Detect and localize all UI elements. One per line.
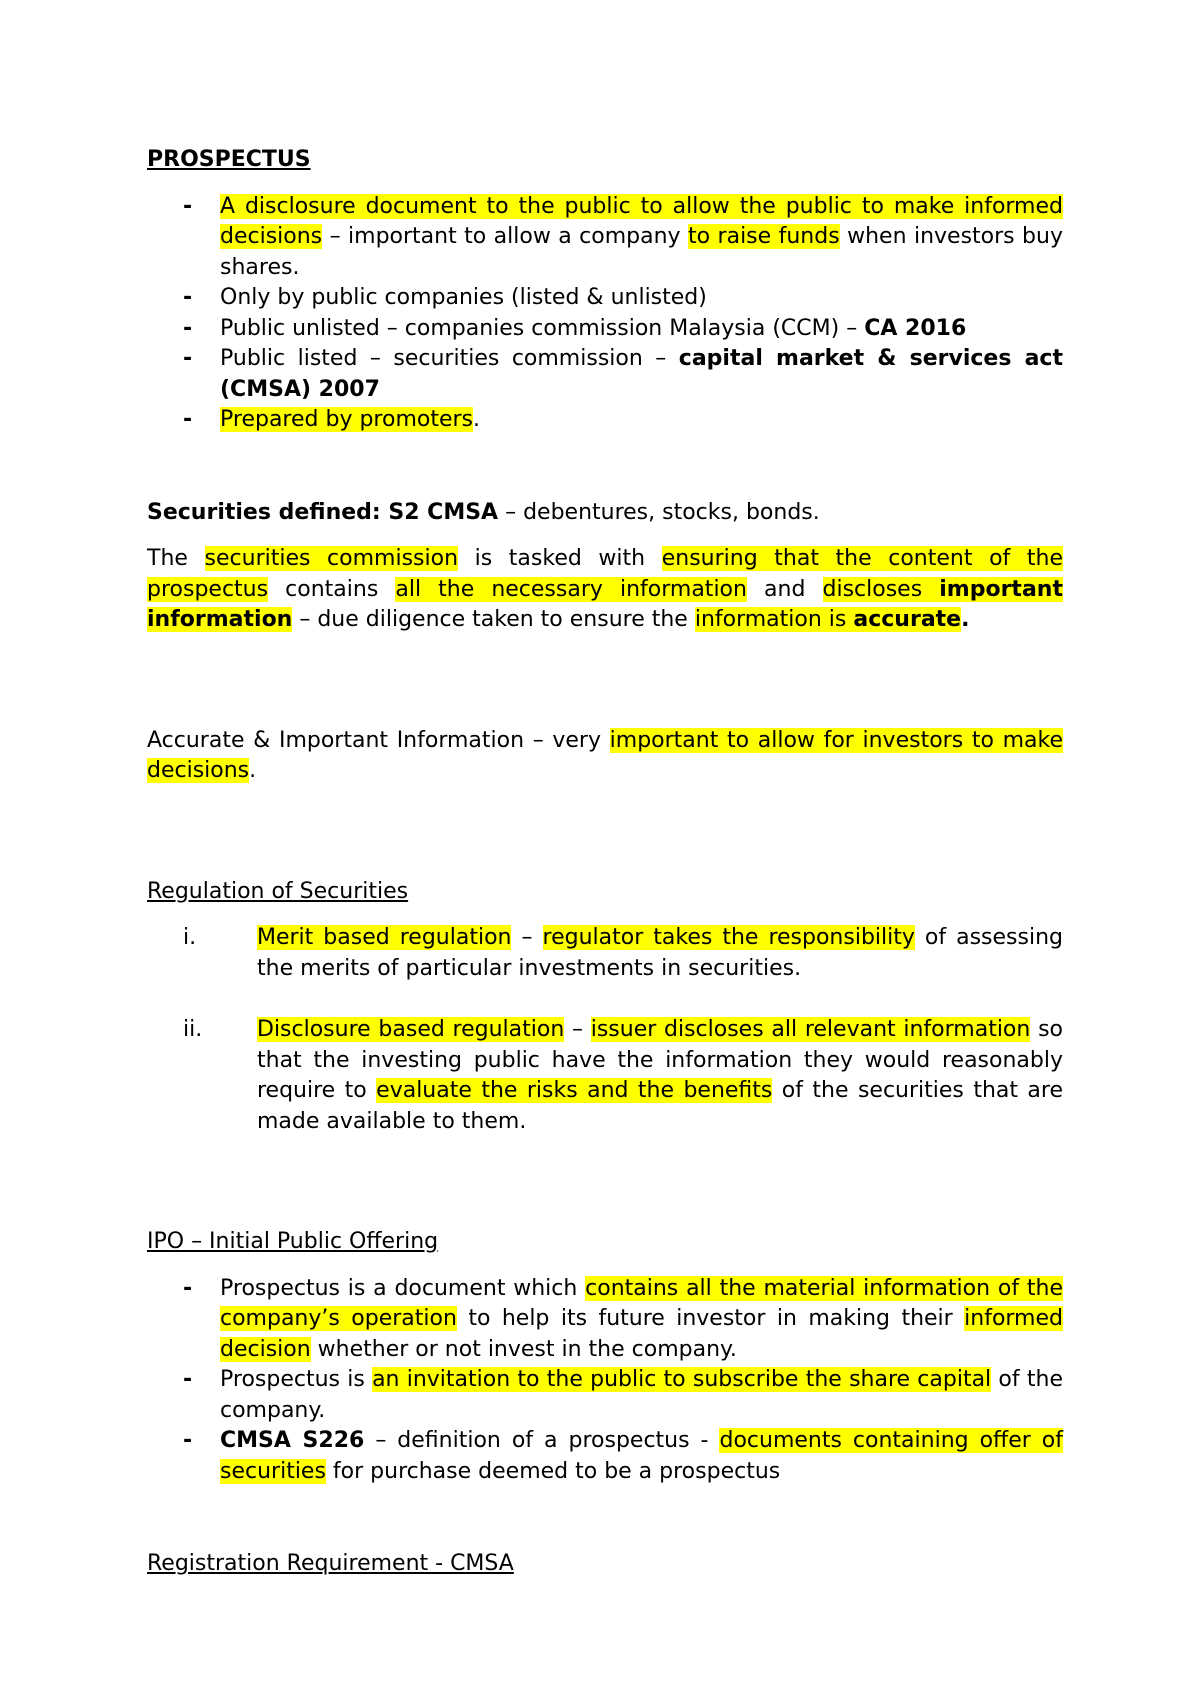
list-item: - Public unlisted – companies commission Malaysia (CCM) – CA 2016 [147, 314, 1063, 345]
highlighted-text: A disclosure document to the public to allow the public to make informed decisions [220, 193, 1063, 249]
highlighted-text: to raise funds [688, 224, 840, 249]
securities-commission-paragraph: The securities commission is tasked with ensuring that the content of the prospectus contains all the necessary information and discloses important information – due diligence taken to ensure the information is accurate. [147, 546, 1063, 632]
securities-defined-paragraph: Securities defined: S2 CMSA – debentures, stocks, bonds. [147, 499, 820, 525]
list-number: ii. [183, 1017, 203, 1042]
list-item: ii. Disclosure based regulation – issuer discloses all relevant information so that the investing public have the information they would reasonably require to evaluate the risks and the benefits of the securities that are made available to them. [183, 1017, 1063, 1134]
document-page [147, 145, 1063, 1580]
dash-bullet: - [183, 1367, 193, 1392]
dash-bullet: - [183, 1428, 193, 1453]
list-item: - Prospectus is a document which contains all the material information of the company’s operation to help its future investor in making their informed decision whether or not invest in the company. [183, 1275, 1063, 1362]
ipo-heading: IPO – Initial Public Offering [147, 1229, 439, 1254]
ipo-bullet-list [147, 1274, 1063, 1488]
dash-bullet: - [183, 285, 193, 310]
dash-bullet: - [183, 315, 193, 341]
list-item: i. Merit based regulation – regulator takes the responsibility of assessing the merits of particular investments in securities. [183, 925, 1064, 981]
prospectus-heading: PROSPECTUS [147, 147, 311, 172]
dash-bullet: - [183, 346, 193, 371]
list-item: - Public listed – securities commission – capital market & services act (CMSA) 2007 [183, 346, 1063, 402]
dash-bullet: - [183, 407, 193, 432]
list-item: - A disclosure document to the public to allow the public to make informed decisions – important to allow a company to raise funds when investors buy shares. [183, 193, 1063, 280]
list-item: - Prepared by promoters. [147, 405, 1063, 436]
registration-heading: Registration Requirement - CMSA [147, 1551, 514, 1576]
prospectus-bullet-list [147, 192, 1063, 436]
regulation-list [147, 923, 1063, 1137]
list-number: i. [183, 925, 197, 950]
list-item: - Prospectus is an invitation to the public to subscribe the share capital of the company. [183, 1367, 1063, 1423]
dash-bullet: - [183, 193, 193, 219]
accurate-information-paragraph: Accurate & Important Information – very important to allow for investors to make decisions. [147, 727, 1063, 783]
highlighted-text: Prepared by promoters [220, 407, 473, 432]
dash-bullet: - [183, 1275, 193, 1301]
regulation-heading: Regulation of Securities [147, 878, 409, 904]
list-item: - CMSA S226 – definition of a prospectus - documents containing offer of securities for purchase deemed to be a prospectus [183, 1428, 1063, 1484]
list-item: - Only by public companies (listed & unlisted) [147, 283, 1063, 314]
